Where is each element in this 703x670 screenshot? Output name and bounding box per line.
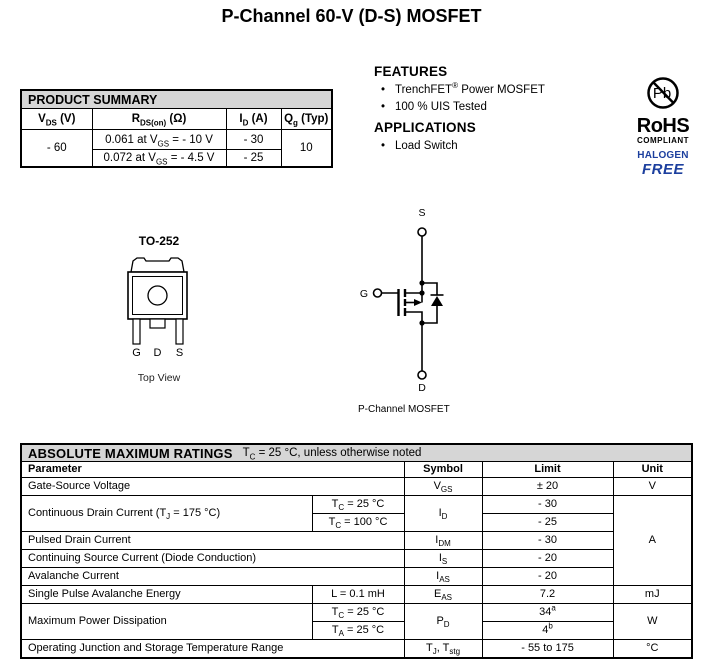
table-row xyxy=(21,586,692,604)
package-view-caption: Top View xyxy=(137,372,181,384)
symbol-cell: $I_D$ xyxy=(404,496,482,532)
applications-heading: APPLICATIONS xyxy=(374,120,476,135)
condition-cell: $T_A = 25$ °C xyxy=(312,622,404,640)
col-header-unit: Unit xyxy=(613,462,692,478)
application-item: • Load Switch xyxy=(374,140,619,152)
limit-cell: - 30 xyxy=(482,496,613,514)
limit-cell: 7.2 xyxy=(482,586,613,604)
col-header-limit: Limit xyxy=(482,462,613,478)
symbol-cell: $P_D$ xyxy=(404,604,482,640)
id-value-cell: - 25 xyxy=(226,150,281,168)
param-cell: Pulsed Drain Current xyxy=(21,532,404,550)
table-row xyxy=(21,550,692,568)
table-row xyxy=(21,478,692,496)
page-title: P-Channel 60-V (D-S) MOSFET xyxy=(221,6,482,26)
condition-cell: $T_C = 100$ °C xyxy=(312,514,404,532)
limit-cell: - 30 xyxy=(482,532,613,550)
param-cell: Continuous Drain Current ($T_J = 175$ °C) xyxy=(21,496,312,532)
table-row xyxy=(21,130,332,150)
symbol-cell: $I_{DM}$ xyxy=(404,532,482,550)
rohs-badge xyxy=(629,75,697,178)
table-row xyxy=(21,640,692,659)
condition-cell: $T_C = 25$ °C xyxy=(312,604,404,622)
limit-cell: - 20 xyxy=(482,568,613,586)
col-header-id: $I_D$ (A) xyxy=(226,109,281,130)
rdson-value-cell: 0.072 at $V_{GS}$ = - 4.5 V xyxy=(92,150,226,168)
rohs-compliant-label: COMPLIANT xyxy=(636,136,690,145)
mosfet-symbol-icon xyxy=(355,205,465,395)
condition-cell: $T_C = 25$ °C xyxy=(312,496,404,514)
id-value-cell: - 30 xyxy=(226,130,281,150)
amr-grid xyxy=(20,462,693,659)
feature-item: • TrenchFET® Power MOSFET xyxy=(374,84,619,96)
unit-cell: °C xyxy=(613,640,692,659)
table-row xyxy=(21,532,692,550)
param-cell: Operating Junction and Storage Temperature Range xyxy=(21,640,404,659)
mosfet-symbol-caption: P-Channel MOSFET xyxy=(358,404,450,415)
symbol-cell: $I_S$ xyxy=(404,550,482,568)
table-header-row xyxy=(21,109,332,130)
condition-cell: L = 0.1 mH xyxy=(312,586,404,604)
table-header-row xyxy=(21,462,692,478)
terminal-label-s: S xyxy=(418,207,426,219)
unit-cell: V xyxy=(613,478,692,496)
features-heading: FEATURES xyxy=(374,64,448,79)
unit-cell: A xyxy=(613,496,692,586)
limit-cell: - 20 xyxy=(482,550,613,568)
unit-cell: W xyxy=(613,604,692,640)
param-cell: Maximum Power Dissipation xyxy=(21,604,312,640)
package-name: TO-252 xyxy=(138,234,180,248)
product-summary-table xyxy=(20,89,333,168)
col-header-symbol: Symbol xyxy=(404,462,482,478)
amr-title: ABSOLUTE MAXIMUM RATINGS xyxy=(28,445,233,461)
features-list xyxy=(374,81,619,113)
halogen-label: HALOGEN xyxy=(637,150,689,161)
terminal-label-d: D xyxy=(418,382,426,394)
col-header-vds: $V_{DS}$ (V) xyxy=(21,109,92,130)
limit-cell: - 25 xyxy=(482,514,613,532)
product-summary-grid xyxy=(20,109,333,168)
amr-header-bar xyxy=(20,443,693,462)
param-cell: Continuing Source Current (Diode Conduction) xyxy=(21,550,404,568)
symbol-cell: $E_{AS}$ xyxy=(404,586,482,604)
applications-list xyxy=(374,140,619,152)
symbol-cell: $T_J$, $T_{stg}$ xyxy=(404,640,482,659)
svg-text:Pb: Pb xyxy=(652,85,672,102)
symbol-cell: $V_{GS}$ xyxy=(404,478,482,496)
unit-cell: mJ xyxy=(613,586,692,604)
product-summary-header: PRODUCT SUMMARY xyxy=(20,89,333,109)
table-row xyxy=(21,496,692,514)
vds-value-cell: - 60 xyxy=(21,130,92,168)
amr-subtitle: $T_C = 25$ °C, unless otherwise noted xyxy=(242,447,422,462)
rdson-value-cell: 0.061 at $V_{GS}$ = - 10 V xyxy=(92,130,226,150)
package-drawing xyxy=(98,234,220,384)
package-outline-icon xyxy=(98,251,220,359)
param-cell: Avalanche Current xyxy=(21,568,404,586)
feature-item: • 100 % UIS Tested xyxy=(374,101,619,113)
table-row xyxy=(21,604,692,622)
pin-label-d: D xyxy=(153,347,162,359)
qg-value-cell: 10 xyxy=(281,130,332,168)
features-section xyxy=(374,64,619,159)
symbol-cell: $I_{AS}$ xyxy=(404,568,482,586)
halogen-free-label: FREE xyxy=(641,161,684,178)
rohs-label: RoHS xyxy=(636,115,690,137)
pb-free-icon xyxy=(645,75,681,111)
table-row xyxy=(21,568,692,586)
absolute-maximum-ratings-table xyxy=(20,443,693,659)
pin-label-s: S xyxy=(175,347,184,359)
limit-cell: 34$^a$ xyxy=(482,604,613,622)
limit-cell: 4$^b$ xyxy=(482,622,613,640)
limit-cell: ± 20 xyxy=(482,478,613,496)
param-cell: Gate-Source Voltage xyxy=(21,478,404,496)
mosfet-symbol-figure xyxy=(355,205,485,415)
pin-label-g: G xyxy=(132,347,141,359)
terminal-label-g: G xyxy=(359,288,369,300)
col-header-parameter: Parameter xyxy=(21,462,404,478)
param-cell: Single Pulse Avalanche Energy xyxy=(21,586,312,604)
col-header-qg: $Q_g$ (Typ) xyxy=(281,109,332,130)
limit-cell: - 55 to 175 xyxy=(482,640,613,659)
col-header-rdson: $R_{DS(on)}$ (Ω) xyxy=(92,109,226,130)
